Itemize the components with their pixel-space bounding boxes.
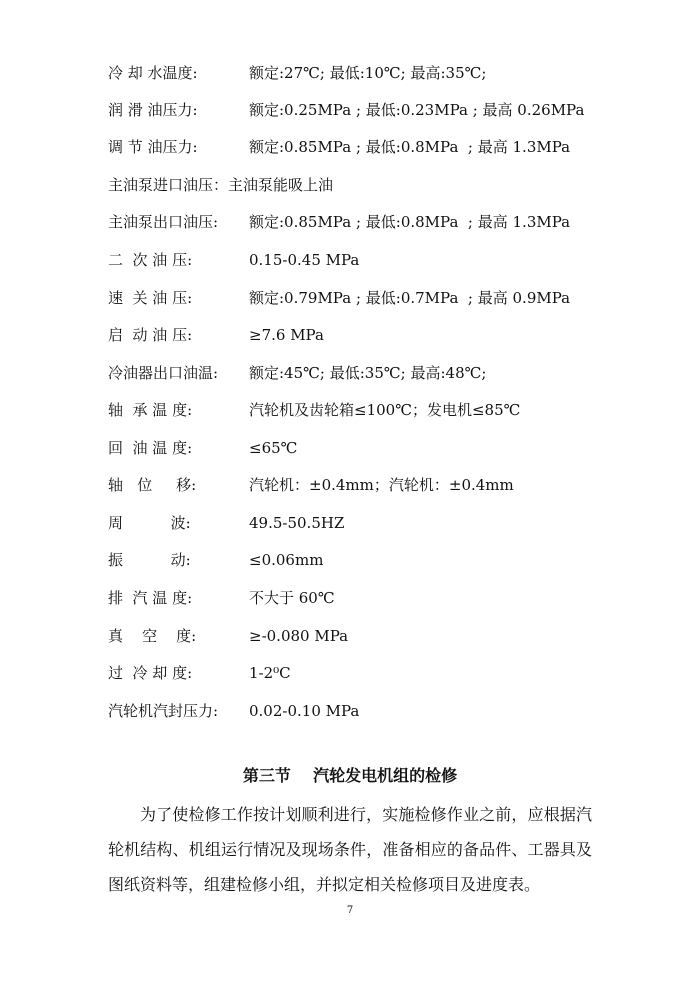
param-value: ≤65℃ <box>249 439 298 457</box>
param-value: 额定:0.25MPa ; 最低:0.23MPa ; 最高 0.26MPa <box>249 101 585 119</box>
param-value: 额定:45℃; 最低:35℃; 最高:48℃; <box>249 364 487 382</box>
param-value: 0.02-0.10 MPa <box>249 702 360 720</box>
param-label: 冷油器出口油温: <box>108 364 219 382</box>
param-label: 启 动 油 压: <box>108 326 193 344</box>
param-value: ≤0.06mm <box>249 551 324 569</box>
param-label: 速 关 油 压: <box>108 289 193 307</box>
section-paragraph: 为了使检修工作按计划顺利进行，实施检修作业之前，应根据汽轮机结构、机组运行情况及现场条件，准备相应的备品件、工器具及图纸资料等，组建检修小组，并拟定相关检修项目及进度表。 <box>108 805 592 894</box>
param-value: 额定:0.85MPa ; 最低:0.8MPa ; 最高 1.3MPa <box>249 138 571 156</box>
param-row-oil-cooler-outlet-temp <box>108 361 648 385</box>
param-row-vibration <box>108 548 648 572</box>
param-label: 轴 位 移: <box>108 476 197 494</box>
param-row-subcooling <box>108 661 648 685</box>
param-value: 汽轮机及齿轮箱≤100℃；发电机≤85℃ <box>249 401 521 419</box>
param-value: 1-2⁰C <box>249 664 291 682</box>
param-value: 0.15-0.45 MPa <box>249 251 360 269</box>
param-label: 汽轮机汽封压力: <box>108 702 219 720</box>
param-row-exhaust-temp <box>108 586 648 610</box>
param-value: 汽轮机：±0.4mm；汽轮机：±0.4mm <box>249 476 514 494</box>
param-row-trip-oil-pressure <box>108 286 648 310</box>
param-label: 冷 却 水温度: <box>108 64 198 82</box>
param-value: 额定:0.79MPa ; 最低:0.7MPa ; 最高 0.9MPa <box>249 289 571 307</box>
param-row-axial-displacement <box>108 473 648 497</box>
param-row-vacuum <box>108 624 648 648</box>
param-row-main-pump-outlet <box>108 210 648 234</box>
param-value: 额定:27℃; 最低:10℃; 最高:35℃; <box>249 64 487 82</box>
param-label: 轴 承 温 度: <box>108 401 193 419</box>
param-label: 回 油 温 度: <box>108 439 193 457</box>
param-label: 调 节 油压力: <box>108 138 198 156</box>
param-label: 真 空 度: <box>108 627 197 645</box>
param-row-bearing-temp <box>108 398 648 422</box>
param-row-lube-oil-pressure <box>108 98 648 122</box>
page-number: 7 <box>346 905 354 916</box>
param-label: 周 波: <box>108 514 191 532</box>
param-label: 二 次 油 压: <box>108 251 193 269</box>
param-row-secondary-oil-pressure <box>108 248 648 272</box>
section-title: 第三节 汽轮发电机组的检修 <box>242 766 458 785</box>
param-row-main-pump-inlet <box>108 173 648 197</box>
param-row-return-oil-temp <box>108 436 648 460</box>
param-label: 过 冷 却 度: <box>108 664 193 682</box>
param-label: 排 汽 温 度: <box>108 589 193 607</box>
param-value: 额定:0.85MPa ; 最低:0.8MPa ; 最高 1.3MPa <box>249 213 571 231</box>
param-label: 主油泵出口油压: <box>108 213 219 231</box>
param-row-startup-oil-pressure <box>108 323 648 347</box>
param-value: 不大于 60℃ <box>249 589 335 607</box>
param-value: ≥7.6 MPa <box>249 326 324 344</box>
param-row-cooling-water-temp <box>108 61 648 85</box>
param-label: 主油泵进口油压：主油泵能吸上油 <box>108 176 334 194</box>
param-row-gland-seal-pressure <box>108 699 648 723</box>
param-value: ≥-0.080 MPa <box>249 627 349 645</box>
param-label: 振 动: <box>108 551 191 569</box>
param-row-frequency <box>108 511 648 535</box>
param-value: 49.5-50.5HZ <box>249 514 345 532</box>
param-row-control-oil-pressure <box>108 135 648 159</box>
param-label: 润 滑 油压力: <box>108 101 198 119</box>
